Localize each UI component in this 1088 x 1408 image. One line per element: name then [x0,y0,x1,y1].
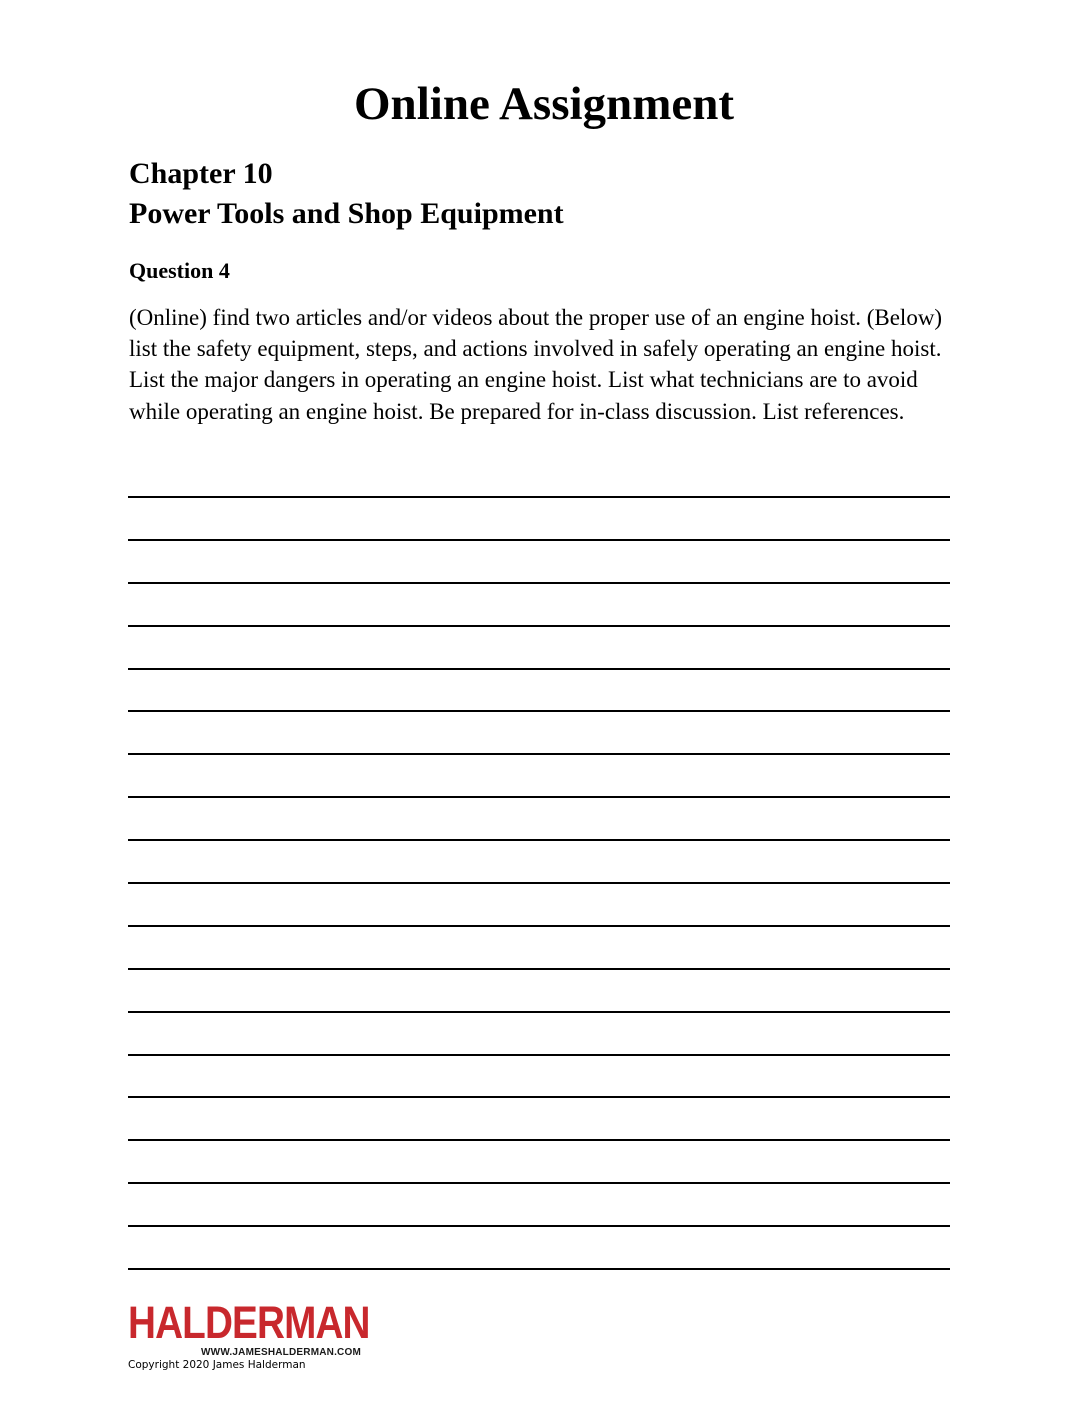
answer-line [128,882,950,884]
answer-lines-area [128,496,950,1311]
page-title: Online Assignment [354,78,734,130]
answer-line [128,496,950,498]
brand-url: WWW.JAMESHALDERMAN.COM [201,1347,361,1358]
answer-line [128,1139,950,1141]
answer-line [128,1225,950,1227]
answer-line [128,582,950,584]
answer-line [128,753,950,755]
answer-line [128,1096,950,1098]
chapter-number: Chapter 10 [129,157,273,190]
answer-line [128,625,950,627]
question-label: Question 4 [129,258,230,283]
answer-line [128,539,950,541]
answer-line [128,968,950,970]
answer-line [128,1268,950,1270]
answer-line [128,668,950,670]
footer [128,1297,370,1372]
brand-logo: HALDERMAN [128,1297,370,1348]
answer-line [128,1011,950,1013]
chapter-title: Power Tools and Shop Equipment [129,197,564,230]
answer-line [128,796,950,798]
answer-line [128,1054,950,1056]
copyright-text: Copyright 2020 James Halderman [128,1359,306,1371]
question-text: (Online) find two articles and/or videos about the proper use of an engine hoist. (Below) list the safety equipment, steps, and actions involved in safely operating an engine hoist. List the major dangers in operating an engine hoist. List what technicians are to avoid while operating an engine hoist. Be prepared for in-class discussion. List references. [129,305,943,424]
answer-line [128,1182,950,1184]
answer-line [128,710,950,712]
answer-line [128,925,950,927]
answer-line [128,839,950,841]
